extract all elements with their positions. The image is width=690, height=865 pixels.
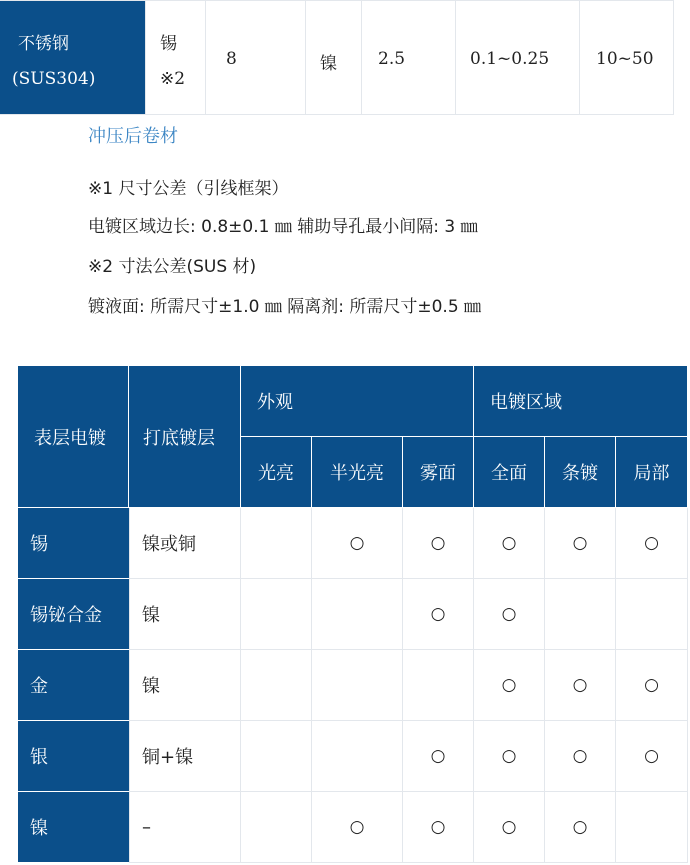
matrix-cell xyxy=(403,792,474,863)
row-surface-label: 锡 xyxy=(30,534,48,555)
check-circle-mark: ○ xyxy=(572,675,588,695)
check-circle-mark: ○ xyxy=(349,533,365,553)
sub-header-label: 局部 xyxy=(633,463,670,484)
row-base xyxy=(129,721,241,792)
header-area-label: 电镀区域 xyxy=(490,392,562,413)
check-circle-mark: ○ xyxy=(501,604,517,624)
matrix-cell xyxy=(403,579,474,650)
value3-cell xyxy=(456,0,580,115)
note-1-detail: 电镀区域边长: 0.8±0.1 ㎜ 辅助导孔最小间隔: 3 ㎜ xyxy=(88,217,478,237)
row-surface-label: 镍 xyxy=(30,818,48,839)
matrix-cell xyxy=(545,792,616,863)
matrix-cell xyxy=(545,650,616,721)
sub-header-label: 半光亮 xyxy=(330,463,384,484)
sub-header-3 xyxy=(474,437,545,508)
matrix-cell xyxy=(312,650,403,721)
matrix-cell xyxy=(241,508,312,579)
matrix-cell xyxy=(474,650,545,721)
check-circle-mark: ○ xyxy=(430,604,446,624)
value1: 8 xyxy=(226,49,237,69)
matrix-cell xyxy=(312,721,403,792)
matrix-cell xyxy=(545,579,616,650)
matrix-cell xyxy=(616,508,688,579)
sub-header-2 xyxy=(403,437,474,508)
sub-header-0 xyxy=(241,437,312,508)
check-circle-mark: ○ xyxy=(644,675,659,695)
sub-header-label: 条镀 xyxy=(562,463,598,484)
row-surface-label: 金 xyxy=(30,676,48,697)
matrix-cell xyxy=(474,579,545,650)
note-1-title: ※1 尺寸公差（引线框架） xyxy=(88,179,289,199)
check-circle-mark: ○ xyxy=(501,675,517,695)
underlayer: 镍 xyxy=(320,54,337,74)
matrix-cell xyxy=(616,721,688,792)
check-circle-mark: ○ xyxy=(501,817,517,837)
matrix-cell xyxy=(545,721,616,792)
matrix-cell xyxy=(312,508,403,579)
value3: 0.1~0.25 xyxy=(470,49,550,69)
matrix-cell xyxy=(616,579,688,650)
sub-header-label: 光亮 xyxy=(258,463,294,484)
check-circle-mark: ○ xyxy=(501,533,517,553)
sub-header-label: 全面 xyxy=(491,463,527,484)
sub-header-5 xyxy=(616,437,688,508)
row-surface xyxy=(18,650,129,721)
check-circle-mark: ○ xyxy=(644,746,659,766)
material-grade: (SUS304) xyxy=(12,69,96,89)
underlayer-cell xyxy=(306,0,362,115)
row-base-label: – xyxy=(142,816,151,838)
check-circle-mark: ○ xyxy=(349,817,365,837)
check-circle-mark: ○ xyxy=(572,817,588,837)
header-appearance-label: 外观 xyxy=(257,392,293,413)
value2: 2.5 xyxy=(378,49,406,69)
check-circle-mark: ○ xyxy=(501,746,517,766)
material-cell xyxy=(0,0,146,115)
note-2-detail: 镀液面: 所需尺寸±1.0 ㎜ 隔离剂: 所需尺寸±0.5 ㎜ xyxy=(88,297,482,317)
row-base xyxy=(129,650,241,721)
matrix-cell xyxy=(241,579,312,650)
header-base xyxy=(129,366,241,508)
value1-cell xyxy=(206,0,306,115)
header-surface xyxy=(18,366,129,508)
row-surface xyxy=(18,579,129,650)
material-name: 不锈钢 xyxy=(18,34,69,54)
value4-cell xyxy=(580,0,674,115)
plating-matrix-table xyxy=(18,366,688,862)
matrix-cell xyxy=(312,792,403,863)
plating-cell xyxy=(146,0,206,115)
row-base xyxy=(129,508,241,579)
matrix-cell xyxy=(241,721,312,792)
matrix-cell xyxy=(616,792,688,863)
check-circle-mark: ○ xyxy=(644,533,659,553)
sub-header-1 xyxy=(312,437,403,508)
row-surface-label: 锡铋合金 xyxy=(30,605,102,626)
header-base-label: 打底镀层 xyxy=(143,427,215,449)
row-base xyxy=(129,579,241,650)
sub-header-label: 雾面 xyxy=(420,463,456,484)
row-base-label: 镍或铜 xyxy=(142,534,196,555)
row-base-label: 镍 xyxy=(142,605,160,626)
header-area xyxy=(474,366,688,437)
check-circle-mark: ○ xyxy=(430,533,446,553)
row-surface xyxy=(18,792,129,863)
header-surface-label: 表层电镀 xyxy=(34,427,106,449)
caption: 冲压后卷材 xyxy=(88,126,178,147)
check-circle-mark: ○ xyxy=(430,817,446,837)
row-surface xyxy=(18,508,129,579)
check-circle-mark: ○ xyxy=(572,746,588,766)
row-surface-label: 银 xyxy=(30,747,48,768)
spec-row xyxy=(0,0,690,115)
matrix-cell xyxy=(474,721,545,792)
matrix-cell xyxy=(616,650,688,721)
value4: 10~50 xyxy=(596,49,654,69)
plating-note-ref: ※2 xyxy=(160,69,186,89)
check-circle-mark: ○ xyxy=(572,533,588,553)
row-base-label: 镍 xyxy=(142,676,160,697)
matrix-cell xyxy=(403,721,474,792)
row-surface xyxy=(18,721,129,792)
matrix-cell xyxy=(241,792,312,863)
header-appearance xyxy=(241,366,474,437)
check-circle-mark: ○ xyxy=(430,746,446,766)
plating-metal: 锡 xyxy=(160,34,177,54)
matrix-cell xyxy=(474,792,545,863)
matrix-cell xyxy=(241,650,312,721)
matrix-cell xyxy=(312,579,403,650)
row-base xyxy=(129,792,241,863)
value2-cell xyxy=(362,0,456,115)
matrix-cell xyxy=(545,508,616,579)
note-2-title: ※2 寸法公差(SUS 材) xyxy=(88,257,257,277)
matrix-cell xyxy=(403,650,474,721)
sub-header-4 xyxy=(545,437,616,508)
matrix-cell xyxy=(403,508,474,579)
row-base-label: 铜+镍 xyxy=(142,747,194,768)
matrix-cell xyxy=(474,508,545,579)
